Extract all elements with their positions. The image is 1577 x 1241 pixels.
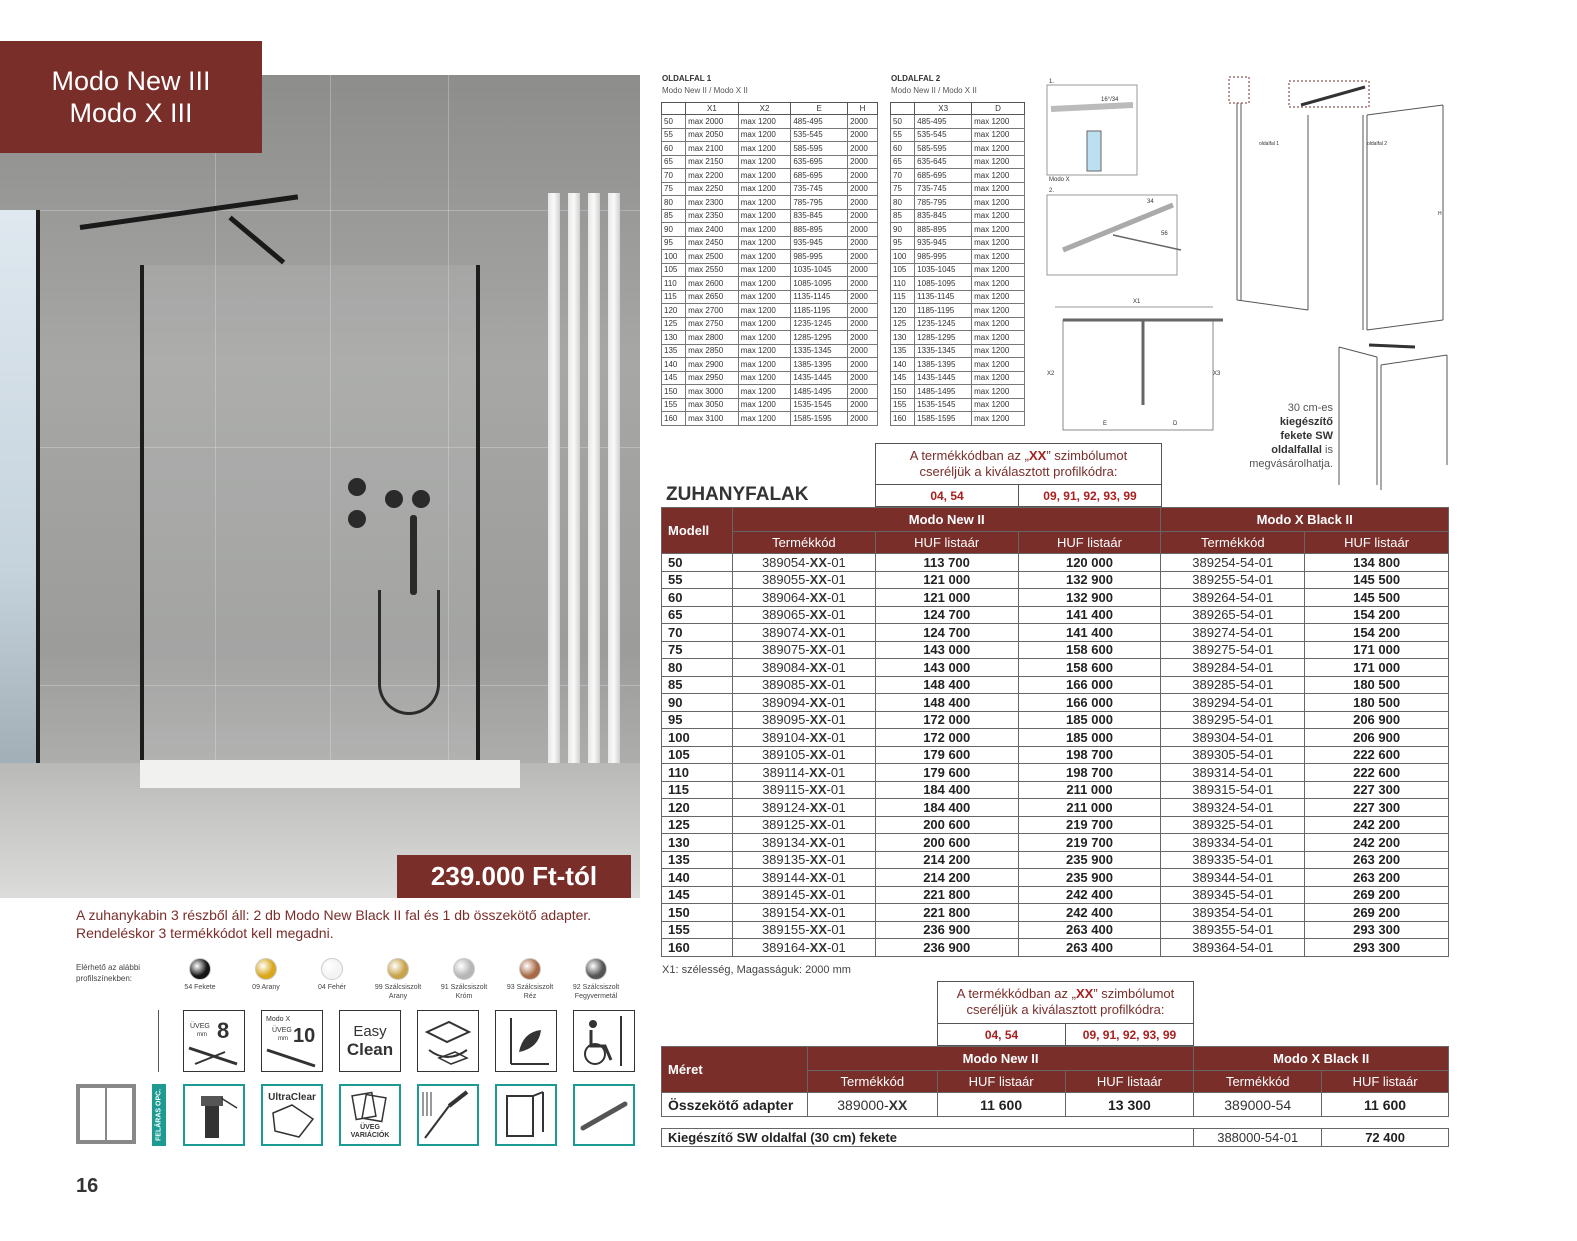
table-row: 120 1185-1195 max 1200 [891, 304, 1025, 318]
color-swatch: 91 Szálcsiszolt Króm [434, 958, 494, 1001]
mixer-knob [348, 510, 366, 528]
svg-text:2.: 2. [1049, 188, 1055, 194]
glass-10mm-icon [261, 1010, 323, 1072]
table-row: 55 389055-XX-01 121 000 132 900 389255-54-01 145 500 [662, 571, 1449, 589]
table-row: 80 389084-XX-01 143 000 158 600 389284-54-01 171 000 [662, 659, 1449, 677]
eco-leaf-icon [495, 1010, 557, 1072]
table-row: 70 max 2200 max 1200 685-695 2000 [662, 169, 878, 183]
table-row: 85 835-845 max 1200 [891, 209, 1025, 223]
table-row: 95 935-945 max 1200 [891, 236, 1025, 250]
col-price: HUF listaár [875, 532, 1018, 554]
table-row: Összekötő adapter 389000-XX 11 600 13 300 389000-54 11 600 [662, 1093, 1449, 1117]
col-size: Méret [662, 1047, 808, 1093]
table-row: 130 1285-1295 max 1200 [891, 331, 1025, 345]
table-row: 55 535-545 max 1200 [891, 128, 1025, 142]
table-row: 145 max 2950 max 1200 1435-1445 2000 [662, 371, 878, 385]
svg-text:mm: mm [197, 1032, 207, 1038]
table-row: 135 1335-1345 max 1200 [891, 344, 1025, 358]
profile-code-note: A termékkódban az „XX” szimbólumot cseréljük a kiválasztott profilkódra: 04, 54 09, 91, 92, 93, 99 [875, 443, 1162, 507]
color-swatch: 93 Szálcsiszolt Réz [500, 958, 560, 1001]
table-row: 105 max 2550 max 1200 1035-1045 2000 [662, 263, 878, 277]
svg-text:10: 10 [293, 1025, 316, 1047]
optional-surcharge-label: FELÁRAS OPC. [152, 1084, 166, 1146]
svg-text:mm: mm [278, 1036, 288, 1042]
table-row: 60 max 2100 max 1200 585-595 2000 [662, 142, 878, 156]
svg-text:Modo X: Modo X [266, 1016, 291, 1023]
glass-8mm-icon [183, 1010, 245, 1072]
table-row: 150 1485-1495 max 1200 [891, 385, 1025, 399]
table-row: 125 1235-1245 max 1200 [891, 317, 1025, 331]
table-row: 65 389065-XX-01 124 700 141 400 389265-54-01 154 200 [662, 606, 1449, 624]
svg-text:ÜVEG: ÜVEG [272, 1027, 292, 1034]
radiator [548, 193, 628, 765]
ultra-clear-icon: UltraClear [261, 1084, 323, 1146]
table-row: 65 635-645 max 1200 [891, 155, 1025, 169]
oldalfal1-subtitle: Modo New II / Modo X II [662, 86, 748, 95]
table-row: 150 389154-XX-01 221 800 242 400 389354-54-01 269 200 [662, 904, 1449, 922]
table-row: 55 max 2050 max 1200 535-545 2000 [662, 128, 878, 142]
table-row: 150 max 3000 max 1200 1485-1495 2000 [662, 385, 878, 399]
table-row: 125 389125-XX-01 200 600 219 700 389325-54-01 242 200 [662, 816, 1449, 834]
table-row: 105 389105-XX-01 179 600 198 700 389305-54-01 222 600 [662, 746, 1449, 764]
window [0, 210, 40, 810]
easy-clean-icon: Easy Clean [339, 1010, 401, 1072]
table-row: 95 max 2450 max 1200 935-945 2000 [662, 236, 878, 250]
table-row: 130 389134-XX-01 200 600 219 700 389334-54-01 242 200 [662, 834, 1449, 852]
profile-code-note-2: A termékkódban az „XX” szimbólumot cseréljük a kiválasztott profilkódra: 04, 54 09, 91, 92, 93, 99 [937, 981, 1194, 1046]
table-row: 75 735-745 max 1200 [891, 182, 1025, 196]
svg-text:X2: X2 [1047, 371, 1055, 377]
table-row: 140 389144-XX-01 214 200 235 900 389344-54-01 263 200 [662, 869, 1449, 887]
mixer-knob [412, 490, 430, 508]
product-title-box [0, 41, 262, 153]
svg-text:ÜVEG: ÜVEG [190, 1023, 210, 1030]
color-swatch: 54 Fekete [170, 958, 230, 992]
frame-icon [76, 1084, 138, 1146]
adapter-price-table: Méret Modo New II Modo X Black II Termékkód HUF listaár HUF listaár Termékkód HUF listaár Összekötő adapter 389000-XX 11 600 13 300 389000-54 11 600 [661, 1046, 1449, 1117]
svg-text:56: 56 [1161, 231, 1168, 237]
color-swatch: 04 Fehér [302, 958, 362, 992]
shelf-icon [495, 1084, 557, 1146]
group-modo-new: Modo New II [807, 1047, 1193, 1071]
towel-bar-icon [573, 1084, 635, 1146]
extra-panel-table [661, 1128, 1449, 1147]
page-number: 16 [76, 1175, 99, 1197]
table-row: 130 max 2800 max 1200 1285-1295 2000 [662, 331, 878, 345]
table-row: 75 389075-XX-01 143 000 158 600 389275-54-01 171 000 [662, 641, 1449, 659]
table-row: 60 389064-XX-01 121 000 132 900 389264-54-01 145 500 [662, 589, 1449, 607]
svg-text:oldalfal 1: oldalfal 1 [1259, 141, 1280, 147]
table-row: 50 485-495 max 1200 [891, 115, 1025, 129]
svg-text:34: 34 [1147, 199, 1154, 205]
table-row: Kiegészítő SW oldalfal (30 cm) fekete 388000-54-01 72 400 [662, 1129, 1449, 1147]
table-row: 155 1535-1545 max 1200 [891, 398, 1025, 412]
table-row: 140 max 2900 max 1200 1385-1395 2000 [662, 358, 878, 372]
table-row: 160 389164-XX-01 236 900 263 400 389364-54-01 293 300 [662, 939, 1449, 957]
table-footnote: X1: szélesség, Magasságuk: 2000 mm [662, 964, 851, 976]
table-row: 115 1135-1145 max 1200 [891, 290, 1025, 304]
table-row: 100 389104-XX-01 172 000 185 000 389304-54-01 206 900 [662, 729, 1449, 747]
price-badge: 239.000 Ft-tól [397, 855, 631, 898]
mixer-knob [348, 478, 366, 496]
profile-icon [183, 1084, 245, 1146]
svg-text:16°/34: 16°/34 [1101, 97, 1119, 103]
table-row: 135 389135-XX-01 214 200 235 900 389335-54-01 263 200 [662, 851, 1449, 869]
col-price: HUF listaár [1305, 532, 1449, 554]
table-row: 70 685-695 max 1200 [891, 169, 1025, 183]
table-row: 80 max 2300 max 1200 785-795 2000 [662, 196, 878, 210]
table-row: 95 389095-XX-01 172 000 185 000 389295-54-01 206 900 [662, 711, 1449, 729]
col-model: Modell [662, 508, 733, 554]
side-panel-note: 30 cm-es kiegészítő fekete SW oldalfallal is megvásárolhatja. [1249, 402, 1333, 470]
mixer-knob [385, 490, 403, 508]
table-row: 85 389085-XX-01 148 400 166 000 389285-54-01 180 500 [662, 676, 1449, 694]
hand-shower [410, 515, 417, 595]
table-row: 110 389114-XX-01 179 600 198 700 389314-54-01 222 600 [662, 764, 1449, 782]
svg-text:8: 8 [217, 1018, 230, 1043]
product-title-line1: Modo New III [51, 66, 211, 96]
svg-text:E: E [1103, 421, 1108, 427]
glass-variations-icon: ÜVEG VARIÁCIÓK [339, 1084, 401, 1146]
table-row: 100 985-995 max 1200 [891, 250, 1025, 264]
accessibility-icon [573, 1010, 635, 1072]
table-row: 115 max 2650 max 1200 1135-1145 2000 [662, 290, 878, 304]
table-row: 50 389054-XX-01 113 700 120 000 389254-54-01 134 800 [662, 554, 1449, 572]
shower-hose [378, 590, 440, 715]
oldalfal1-title: OLDALFAL 1 [662, 74, 712, 83]
svg-text:D: D [1173, 421, 1178, 427]
table-row: 85 max 2350 max 1200 835-845 2000 [662, 209, 878, 223]
table-row: 70 389074-XX-01 124 700 141 400 389274-54-01 154 200 [662, 624, 1449, 642]
table-row: 65 max 2150 max 1200 635-695 2000 [662, 155, 878, 169]
stabilizer-arm [80, 194, 299, 230]
oldalfal2-subtitle: Modo New II / Modo X II [891, 86, 977, 95]
table-row: 160 1585-1595 max 1200 [891, 412, 1025, 426]
col-code: Termékkód [732, 532, 875, 554]
table-row: 80 785-795 max 1200 [891, 196, 1025, 210]
table-row: 110 1085-1095 max 1200 [891, 277, 1025, 291]
oldalfal2-table: X3 D 50 485-495 max 1200 55 535-545 max 1200 60 585-595 max 1200 65 635-645 max 1200 70 685-695 max 1200 75 735-745 max 1200 80 785-795 max 1200 85 835-845 max 1200 90 885-895 max 1200 95 935-945 max 1200 100 985-995 max 1200 105 1035-1045 max 1200 110 1085-1095 max 1200 115 1135-1145 max 1200 120 1185-1195 max 1200 125 1235-1245 max 1200 130 1285-1295 max 1200 135 1335-1345 max 1200 140 1385-1395 max 1200 145 1435-1445 max 1200 150 1485-1495 max 1200 155 1535-1545 max 1200 160 1585-1595 max 1200 [890, 102, 1025, 426]
svg-text:H: H [1438, 211, 1442, 217]
table-row: 120 max 2700 max 1200 1185-1195 2000 [662, 304, 878, 318]
table-row: 60 585-595 max 1200 [891, 142, 1025, 156]
svg-text:Modo X: Modo X [1049, 177, 1070, 183]
group-modo-x-black: Modo X Black II [1161, 508, 1449, 532]
tray-rotate-icon [417, 1010, 479, 1072]
table-row: 160 max 3100 max 1200 1585-1595 2000 [662, 412, 878, 426]
oldalfal2-title: OLDALFAL 2 [891, 74, 941, 83]
product-title-line2: Modo X III [69, 98, 193, 128]
table-row: 145 389145-XX-01 221 800 242 400 389345-54-01 269 200 [662, 886, 1449, 904]
table-row: 105 1035-1045 max 1200 [891, 263, 1025, 277]
svg-text:X1: X1 [1133, 299, 1141, 305]
col-price: HUF listaár [1018, 532, 1161, 554]
group-modo-new: Modo New II [732, 508, 1160, 532]
svg-text:1.: 1. [1049, 79, 1055, 85]
table-row: 125 max 2750 max 1200 1235-1245 2000 [662, 317, 878, 331]
color-swatch: 92 Szálcsiszolt Fegyvermetál [566, 958, 626, 1001]
table-row: 140 1385-1395 max 1200 [891, 358, 1025, 372]
table-row: 90 885-895 max 1200 [891, 223, 1025, 237]
product-description: A zuhanykabin 3 részből áll: 2 db Modo New Black II fal és 1 db összekötő adapter. Rendeléskor 3 termékkódot kell megadni. [76, 907, 592, 941]
col-code: Termékkód [1161, 532, 1305, 554]
color-swatch: 99 Szálcsiszolt Arany [368, 958, 428, 1001]
table-row: 90 max 2400 max 1200 885-895 2000 [662, 223, 878, 237]
table-row: 75 max 2250 max 1200 735-745 2000 [662, 182, 878, 196]
zuhanyfalak-title: ZUHANYFALAK [666, 484, 809, 505]
table-row: 90 389094-XX-01 148 400 166 000 389294-54-01 180 500 [662, 694, 1449, 712]
table-row: 135 max 2850 max 1200 1335-1345 2000 [662, 344, 878, 358]
table-row: 155 389155-XX-01 236 900 263 400 389355-54-01 293 300 [662, 921, 1449, 939]
table-row: 50 max 2000 max 1200 485-495 2000 [662, 115, 878, 129]
shower-wall-price-table [661, 507, 1449, 957]
product-photo [0, 75, 640, 898]
brush-icon [417, 1084, 479, 1146]
table-row: 115 389115-XX-01 184 400 211 000 389315-54-01 227 300 [662, 781, 1449, 799]
svg-text:X3: X3 [1213, 371, 1221, 377]
group-modo-x-black: Modo X Black II [1194, 1047, 1449, 1071]
table-row: 145 1435-1445 max 1200 [891, 371, 1025, 385]
svg-text:oldalfal 2: oldalfal 2 [1367, 141, 1388, 147]
table-row: 120 389124-XX-01 184 400 211 000 389324-54-01 227 300 [662, 799, 1449, 817]
oldalfal1-table: X1 X2 E H 50 max 2000 max 1200 485-495 2000 55 max 2050 max 1200 535-545 2000 60 max 2100 max 1200 585-595 2000 65 max 2150 max 1200 635-695 2000 70 max 2200 max 1200 685-695 2000 75 max 2250 max 1200 735-745 2000 80 max 2300 max 1200 785-795 2000 85 max 2350 max 1200 835-845 2000 90 max 2400 max 1200 885-895 2000 95 max 2450 max 1200 935-945 2000 100 max 2500 max 1200 985-995 2000 105 max 2550 max 1200 1035-1045 2000 110 max 2600 max 1200 1085-1095 2000 115 max 2650 max 1200 1135-1145 2000 120 max 2700 max 1200 1185-1195 2000 125 max 2750 max 1200 1235-1245 2000 130 max 2800 max 1200 1285-1295 2000 135 max 2850 max 1200 1335-1345 2000 140 max 2900 max 1200 1385-1395 2000 145 max 2950 max 1200 1435-1445 2000 150 max 3000 max 1200 1485-1495 2000 155 max 3050 max 1200 1535-1545 2000 160 max 3100 max 1200 1585-1595 2000 [661, 102, 878, 426]
table-row: 155 max 3050 max 1200 1535-1545 2000 [662, 398, 878, 412]
table-row: 100 max 2500 max 1200 985-995 2000 [662, 250, 878, 264]
shower-tray [140, 760, 520, 788]
available-colors-label: Elérhető az alábbi profilszínekben: [76, 963, 141, 983]
color-swatch: 09 Arany [236, 958, 296, 992]
table-row: 110 max 2600 max 1200 1085-1095 2000 [662, 277, 878, 291]
